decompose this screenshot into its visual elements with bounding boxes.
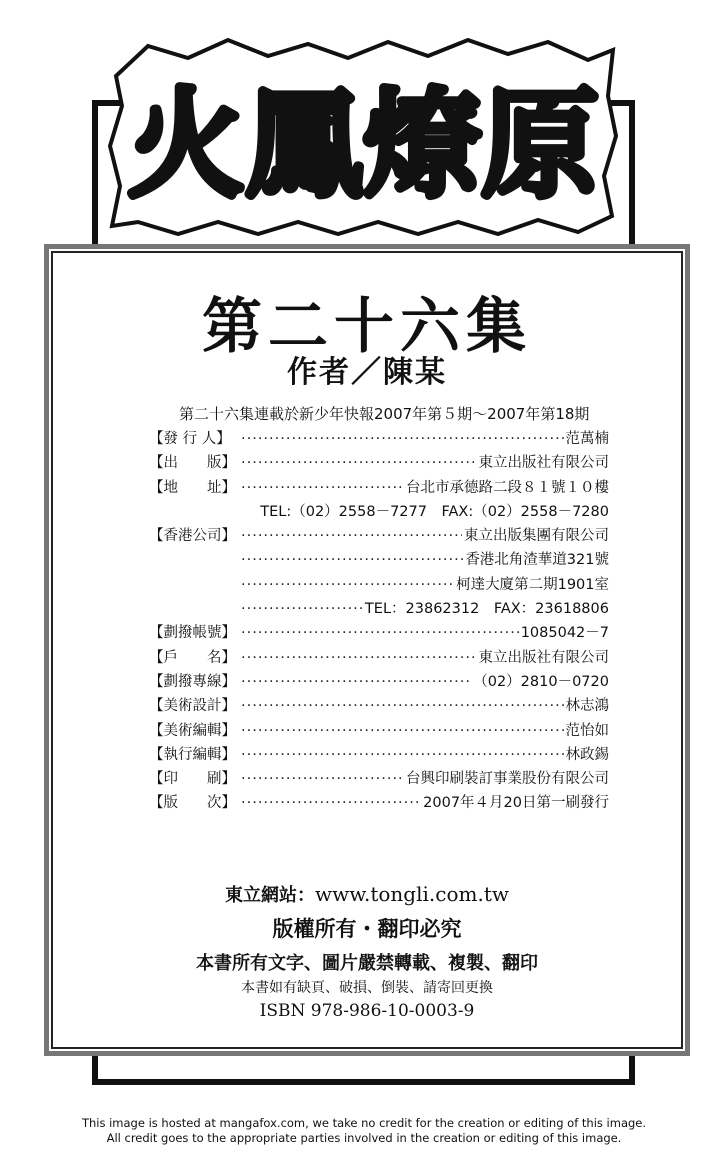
hosting-notice — [0, 1116, 728, 1146]
serialization-line: 第二十六集連載於新少年快報2007年第５期～2007年第18期 — [179, 405, 590, 423]
credit-row — [149, 548, 609, 572]
copyright-line: 版權所有・翻印必究 — [272, 916, 462, 941]
credit-label: 【香港公司】 — [149, 528, 236, 545]
credit-label: 【執行編輯】 — [149, 746, 236, 763]
credit-label: 【美術設計】 — [149, 698, 236, 715]
leader-dots — [241, 698, 564, 714]
leader-dots — [241, 674, 471, 690]
credit-label: 【劃撥專線】 — [149, 673, 236, 690]
credit-row — [149, 573, 609, 597]
leader-dots — [241, 431, 564, 447]
credit-row — [149, 719, 609, 743]
volume-title: 第二十六集 — [202, 292, 532, 362]
colophon-box — [44, 244, 690, 1056]
credit-row — [149, 743, 609, 767]
credit-row — [149, 694, 609, 718]
hosting-line-2: All credit goes to the appropriate parties involved in the creation or editing of this image. — [106, 1131, 622, 1145]
credit-value: 柯達大廈第二期1901室 — [456, 576, 609, 593]
credit-value: 范萬楠 — [565, 431, 609, 447]
credit-row — [149, 476, 609, 500]
hosting-line-1: This image is hosted at mangafox.com, we take no credit for the creation or editing of this image. — [81, 1116, 647, 1130]
credit-row — [149, 791, 609, 815]
leader-dots — [241, 771, 404, 787]
leader-dots — [241, 795, 421, 811]
leader-dots — [241, 480, 404, 496]
credit-label: 【發 行 人】 — [149, 431, 231, 447]
credit-value: 1085042－7 — [520, 625, 609, 642]
credit-label: 【出 版】 — [149, 455, 236, 472]
credit-row — [149, 500, 609, 524]
credit-label: 【戶 名】 — [149, 649, 236, 666]
leader-dots — [241, 455, 477, 471]
leader-dots — [241, 723, 564, 739]
isbn-line: ISBN 978-986-10-0003-9 — [259, 1001, 475, 1021]
title-logo — [108, 36, 618, 236]
leader-dots — [241, 528, 462, 544]
leader-dots — [241, 601, 363, 617]
credit-label: 【劃撥帳號】 — [149, 625, 236, 642]
website-line — [53, 881, 681, 907]
leader-dots — [241, 552, 463, 568]
credit-row — [149, 646, 609, 670]
author-line: 作者／陳某 — [287, 355, 447, 390]
website-label: 東立網站： — [225, 885, 315, 906]
credit-label: 【印 刷】 — [149, 771, 236, 788]
credit-row — [149, 621, 609, 645]
credit-value: TEL:（02）2558－7277 FAX:（02）2558－7280 — [260, 503, 609, 520]
credit-row — [149, 451, 609, 475]
credit-row — [149, 597, 609, 621]
credit-value: 東立出版集團有限公司 — [464, 528, 609, 545]
credit-row — [149, 767, 609, 791]
credit-row — [149, 427, 609, 451]
copyright-notice: 本書所有文字、圖片嚴禁轉載、複製、翻印 — [196, 953, 538, 974]
website-url: www.tongli.com.tw — [315, 882, 509, 906]
credit-value: 范怡如 — [565, 722, 609, 739]
defect-notice: 本書如有缺頁、破損、倒裝、請寄回更換 — [241, 980, 493, 996]
credit-value: 林政錫 — [565, 746, 609, 763]
leader-dots — [241, 650, 477, 666]
credit-value: 台北市承德路二段８１號１０樓 — [406, 479, 609, 496]
credit-value: 2007年４月20日第一刷發行 — [423, 795, 609, 812]
credit-value: 林志鴻 — [565, 698, 609, 715]
title-text: 火鳳燎原 — [126, 76, 600, 214]
credit-value: （02）2810－0720 — [473, 673, 609, 690]
leader-dots — [241, 625, 519, 641]
leader-dots — [241, 747, 564, 763]
credit-label: 【美術編輯】 — [149, 722, 236, 739]
credit-label: 【版 次】 — [149, 795, 236, 812]
credit-row — [149, 524, 609, 548]
credit-label: 【地 址】 — [149, 479, 236, 496]
leader-dots — [241, 577, 454, 593]
credit-value: TEL：23862312 FAX：23618806 — [364, 601, 609, 618]
credit-value: 東立出版社有限公司 — [478, 649, 609, 666]
credit-value: 台興印刷裝訂事業股份有限公司 — [406, 771, 609, 788]
credit-value: 東立出版社有限公司 — [478, 455, 609, 472]
credit-row — [149, 670, 609, 694]
credits-list — [149, 427, 609, 816]
credit-value: 香港北角渣華道321號 — [465, 552, 609, 569]
